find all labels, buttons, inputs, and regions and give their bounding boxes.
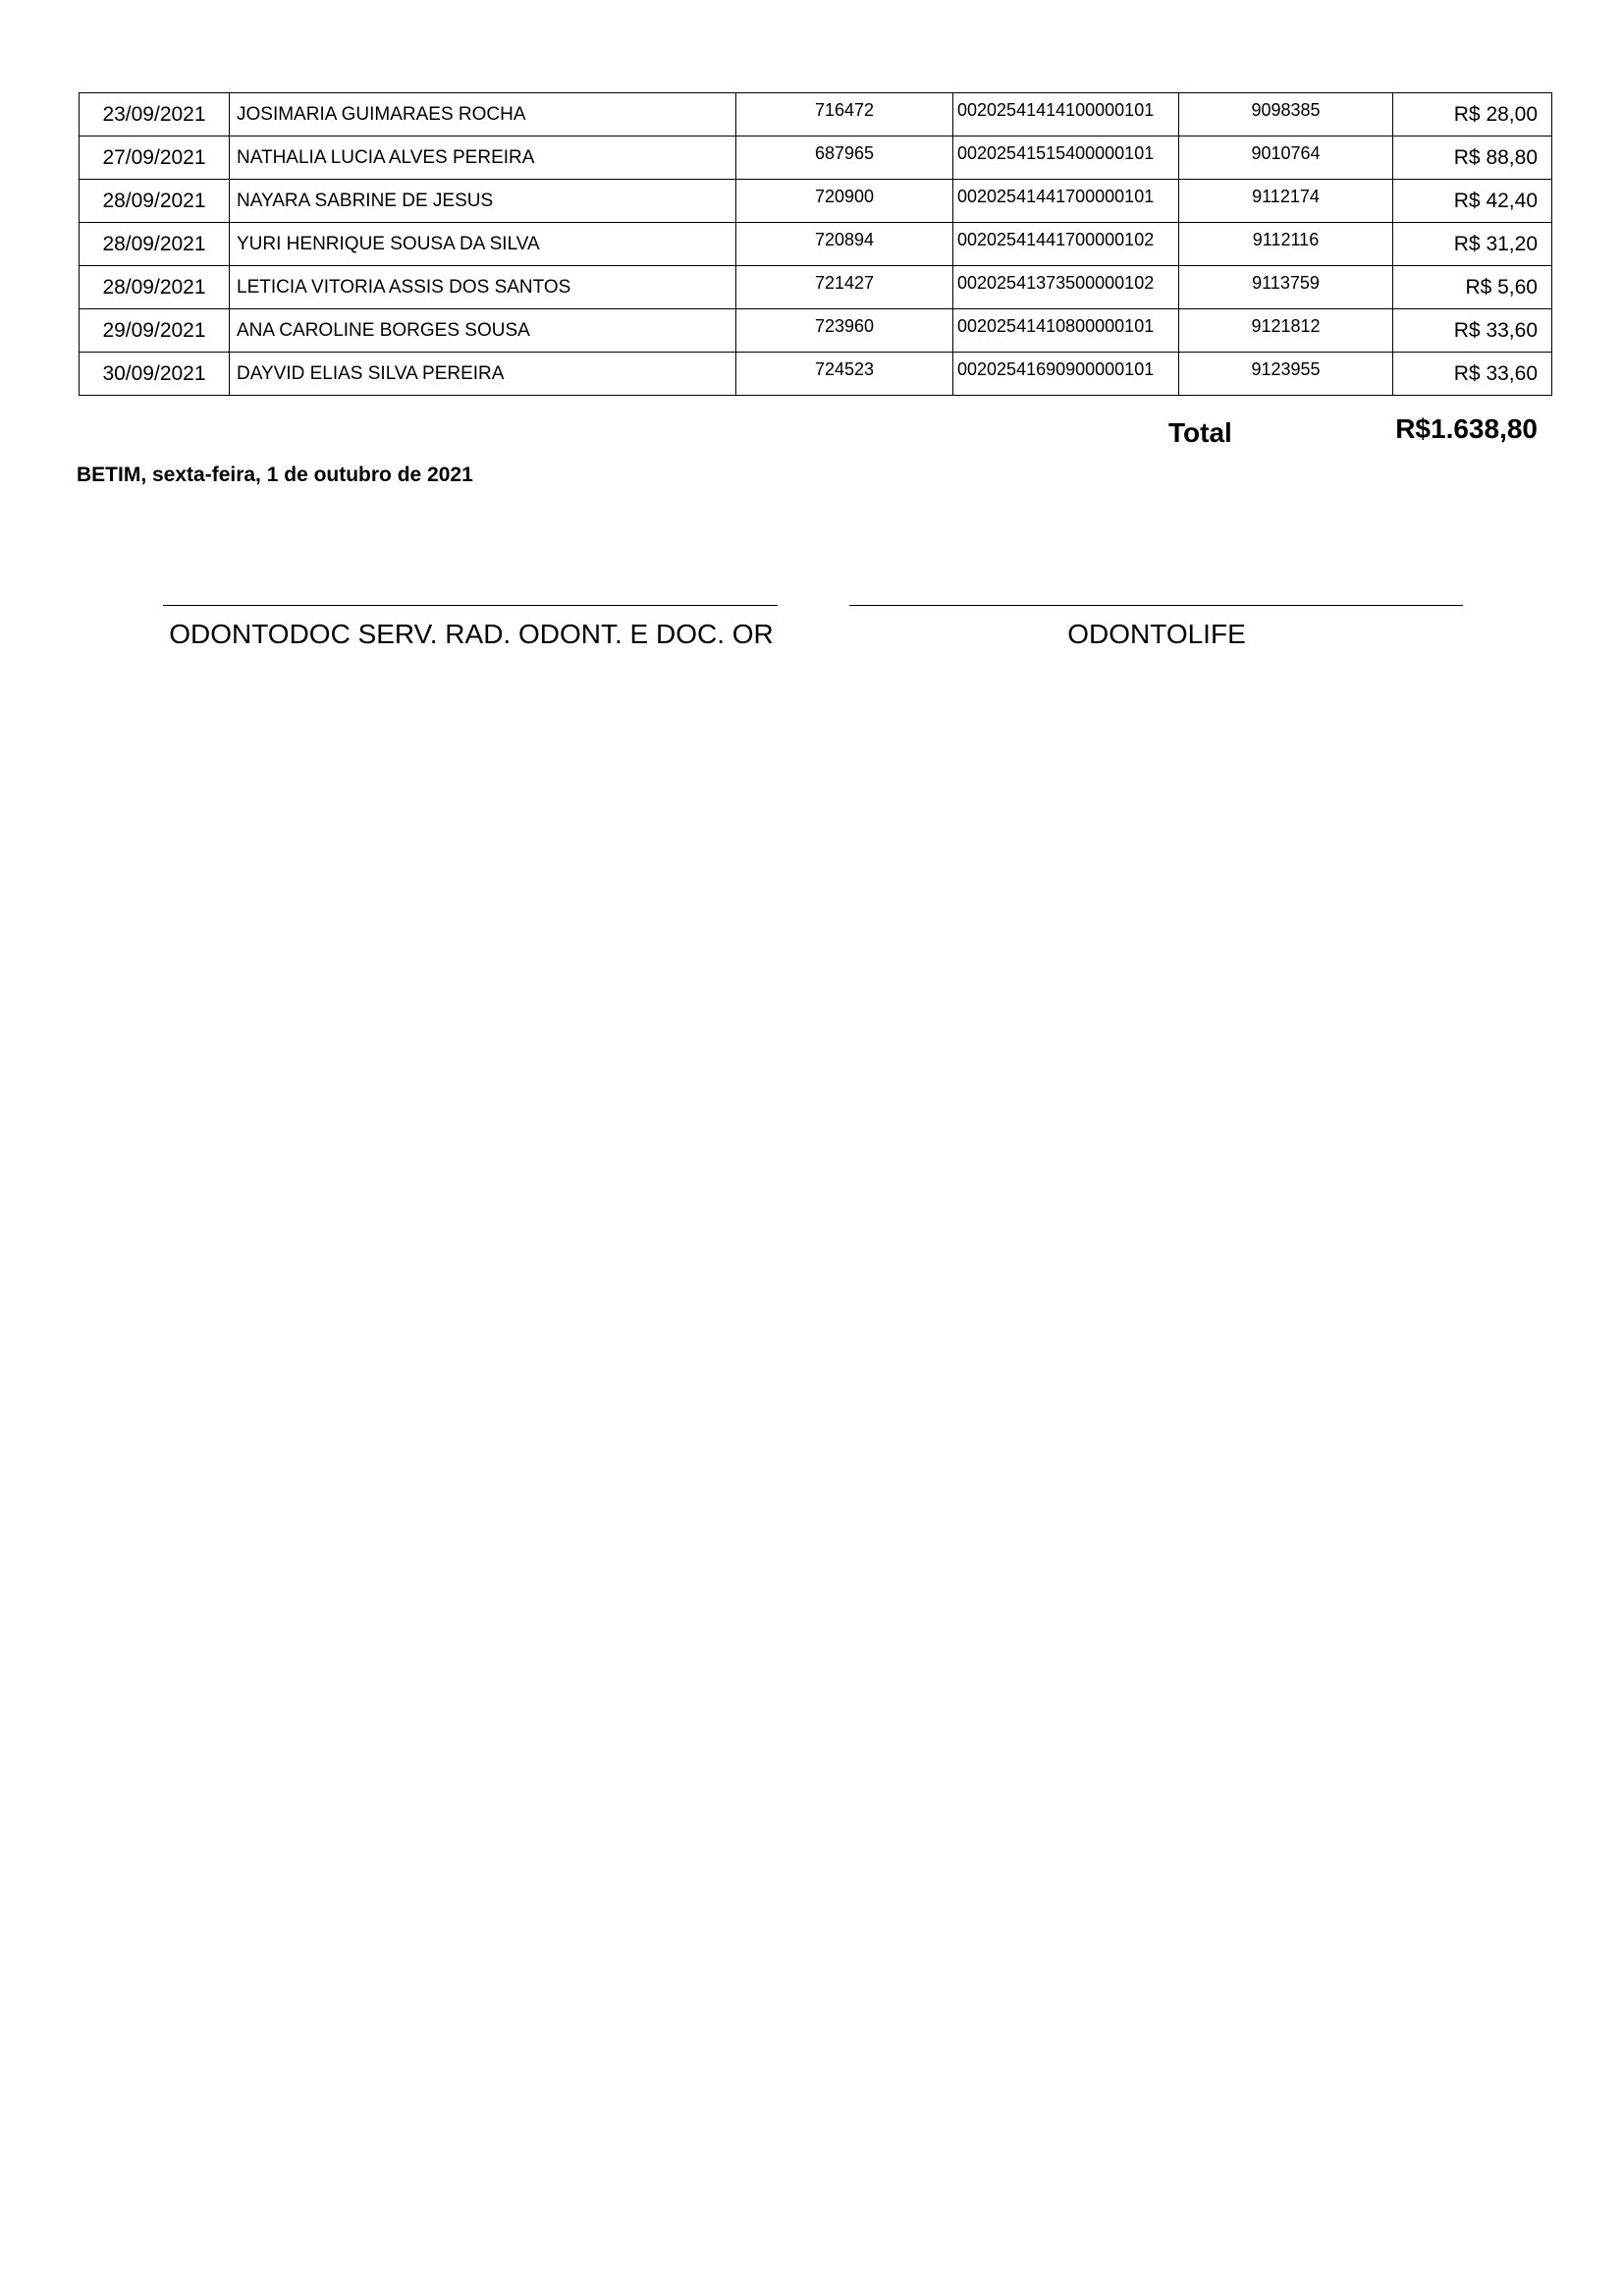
card-number-cell: 00202541414100000101 xyxy=(953,93,1179,137)
card-number-cell: 00202541690900000101 xyxy=(953,353,1179,396)
signature-line-left xyxy=(163,605,778,606)
guide-number-cell: 9112116 xyxy=(1179,223,1393,266)
date-cell: 23/09/2021 xyxy=(80,93,230,137)
guide-number-cell: 9112174 xyxy=(1179,180,1393,223)
signature-line-right xyxy=(849,605,1463,606)
name-cell: DAYVID ELIAS SILVA PEREIRA xyxy=(230,353,736,396)
table-row xyxy=(80,353,1552,396)
table-row xyxy=(80,266,1552,309)
signature-name-right: ODONTOLIFE xyxy=(1067,619,1246,649)
guide-number-cell: 9113759 xyxy=(1179,266,1393,309)
card-number-cell: 00202541441700000102 xyxy=(953,223,1179,266)
total-value: R$1.638,80 xyxy=(1395,413,1538,444)
signature-name-left: ODONTODOC SERV. RAD. ODONT. E DOC. OR xyxy=(169,619,774,649)
card-number-cell: 00202541373500000102 xyxy=(953,266,1179,309)
code-cell: 724523 xyxy=(736,353,953,396)
records-table xyxy=(79,92,1552,396)
value-cell: R$ 42,40 xyxy=(1393,180,1552,223)
name-cell: LETICIA VITORIA ASSIS DOS SANTOS xyxy=(230,266,736,309)
code-cell: 720894 xyxy=(736,223,953,266)
guide-number-cell: 9010764 xyxy=(1179,137,1393,180)
table-row xyxy=(80,180,1552,223)
value-cell: R$ 88,80 xyxy=(1393,137,1552,180)
code-cell: 721427 xyxy=(736,266,953,309)
table-row xyxy=(80,309,1552,353)
table-row xyxy=(80,223,1552,266)
guide-number-cell: 9121812 xyxy=(1179,309,1393,353)
name-cell: NATHALIA LUCIA ALVES PEREIRA xyxy=(230,137,736,180)
records-table-body xyxy=(80,93,1552,396)
name-cell: JOSIMARIA GUIMARAES ROCHA xyxy=(230,93,736,137)
name-cell: NAYARA SABRINE DE JESUS xyxy=(230,180,736,223)
value-cell: R$ 28,00 xyxy=(1393,93,1552,137)
place-date-line: BETIM, sexta-feira, 1 de outubro de 2021 xyxy=(77,464,473,486)
guide-number-cell: 9123955 xyxy=(1179,353,1393,396)
table-row xyxy=(80,137,1552,180)
value-cell: R$ 31,20 xyxy=(1393,223,1552,266)
card-number-cell: 00202541441700000101 xyxy=(953,180,1179,223)
date-cell: 30/09/2021 xyxy=(80,353,230,396)
card-number-cell: 00202541410800000101 xyxy=(953,309,1179,353)
value-cell: R$ 33,60 xyxy=(1393,353,1552,396)
table-row xyxy=(80,93,1552,137)
code-cell: 720900 xyxy=(736,180,953,223)
name-cell: ANA CAROLINE BORGES SOUSA xyxy=(230,309,736,353)
date-cell: 27/09/2021 xyxy=(80,137,230,180)
code-cell: 687965 xyxy=(736,137,953,180)
total-label: Total xyxy=(1168,417,1232,448)
date-cell: 28/09/2021 xyxy=(80,180,230,223)
date-cell: 28/09/2021 xyxy=(80,266,230,309)
date-cell: 29/09/2021 xyxy=(80,309,230,353)
date-cell: 28/09/2021 xyxy=(80,223,230,266)
card-number-cell: 00202541515400000101 xyxy=(953,137,1179,180)
code-cell: 716472 xyxy=(736,93,953,137)
name-cell: YURI HENRIQUE SOUSA DA SILVA xyxy=(230,223,736,266)
code-cell: 723960 xyxy=(736,309,953,353)
value-cell: R$ 33,60 xyxy=(1393,309,1552,353)
value-cell: R$ 5,60 xyxy=(1393,266,1552,309)
guide-number-cell: 9098385 xyxy=(1179,93,1393,137)
